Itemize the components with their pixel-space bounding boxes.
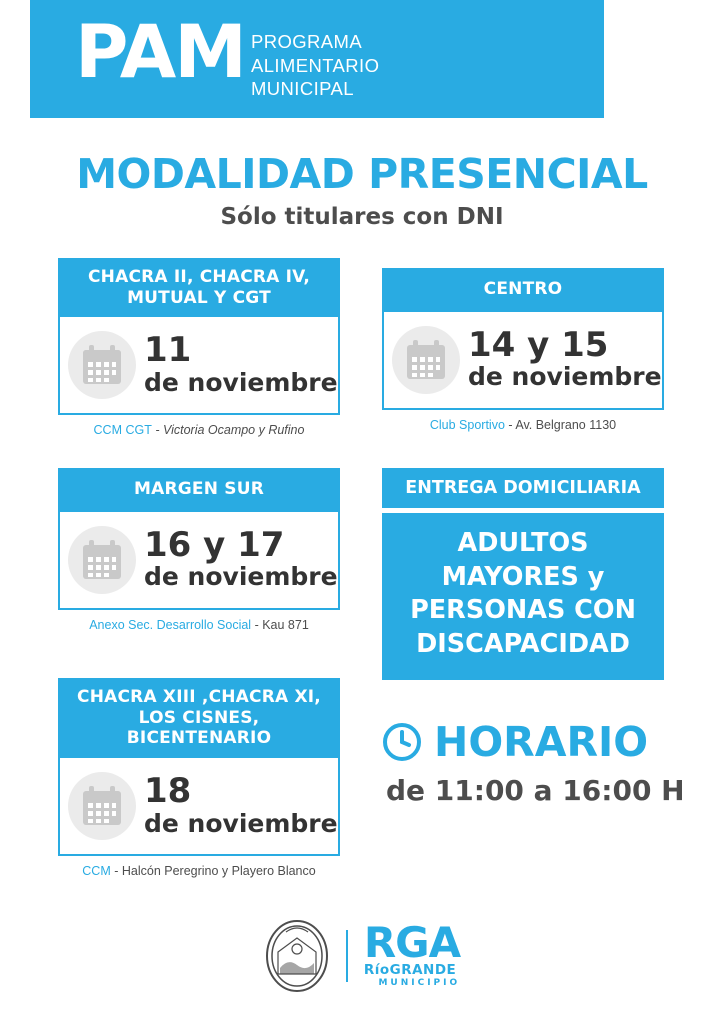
card-date: [144, 770, 338, 838]
card-note: [58, 864, 340, 878]
calendar-icon-wrap: [60, 772, 144, 840]
card-header: [58, 678, 340, 758]
program-name: [251, 30, 379, 101]
entrega-line-2: MAYORES y: [441, 561, 605, 592]
calendar-icon: [80, 538, 124, 582]
card-header: [382, 268, 664, 312]
entrega-line-1: ADULTOS: [457, 528, 589, 558]
rga-city: RíoGRANDE: [363, 962, 457, 979]
rga-municipio: MUNICIPIO: [378, 978, 461, 989]
entrega-domiciliaria-panel: [382, 468, 664, 680]
card-note-place: CCM CGT: [93, 423, 152, 438]
calendar-icon-wrap: [60, 526, 144, 594]
card-note-address: - Victoria Ocampo y Rufino: [151, 423, 305, 438]
horario-time: de 11:00 a 16:00 H: [386, 774, 685, 807]
card-note-address: - Kau 871: [251, 617, 309, 632]
card-note: [58, 618, 340, 632]
horario-title: HORARIO: [434, 718, 649, 766]
card-date-month: de noviembre: [468, 362, 662, 392]
card-note-address: - Av. Belgrano 1130: [504, 417, 617, 432]
calendar-circle: [68, 526, 136, 594]
calendar-icon: [80, 343, 124, 387]
program-line-3: MUNICIPAL: [250, 78, 354, 100]
card-date: [144, 330, 338, 397]
card-date-day: 18: [144, 770, 192, 811]
card-header-line-1: CENTRO: [483, 279, 563, 299]
card-centro: [382, 268, 664, 432]
calendar-circle: [68, 331, 136, 399]
entrega-line-3: PERSONAS CON: [410, 595, 636, 626]
calendar-icon-wrap: [384, 326, 468, 394]
pam-logo: PAM: [75, 10, 245, 95]
page-title: MODALIDAD PRESENCIAL: [76, 150, 648, 198]
card-body: [58, 758, 340, 856]
card-date: [468, 324, 662, 392]
card-body: [58, 317, 340, 415]
card-header-line-2: LOS CISNES, BICENTENARIO: [126, 707, 272, 749]
card-header-line-1: CHACRA XIII ,CHACRA XI,: [77, 687, 321, 707]
card-date: [144, 524, 338, 592]
title-block: [0, 150, 724, 230]
clock-icon: [382, 722, 422, 762]
poster-footer: [0, 918, 724, 994]
card-header: [58, 468, 340, 512]
program-line-2: ALIMENTARIO: [250, 54, 380, 76]
card-header-line-2: MUTUAL Y CGT: [127, 287, 271, 308]
card-date-month: de noviembre: [144, 808, 338, 838]
entrega-body: [382, 513, 664, 680]
card-chacra-13-11: [58, 678, 340, 878]
entrega-header: ENTREGA DOMICILIARIA: [382, 468, 664, 508]
card-body: [58, 512, 340, 610]
card-date-month: de noviembre: [144, 367, 338, 397]
card-date-month: de noviembre: [144, 562, 338, 592]
card-body: [382, 312, 664, 410]
program-line-1: PROGRAMA: [250, 31, 363, 52]
calendar-circle: [68, 772, 136, 840]
card-date-day: 16 y 17: [144, 524, 285, 565]
header-content: [75, 10, 380, 101]
poster-header: [0, 0, 724, 118]
header-right-margin: [604, 0, 724, 118]
municipal-crest-icon: [264, 918, 330, 994]
card-margen-sur: [58, 468, 340, 632]
header-left-margin: [0, 0, 30, 118]
card-header-line-1: CHACRA II, CHACRA IV,: [88, 267, 310, 287]
card-note-address: - Halcón Peregrino y Playero Blanco: [110, 864, 316, 879]
calendar-icon: [404, 338, 448, 382]
card-note-place: CCM: [82, 864, 111, 879]
horario-title-row: [382, 718, 685, 766]
card-note: [58, 423, 340, 437]
card-chacra-2-4: [58, 258, 340, 437]
rga-logo: [363, 917, 461, 989]
page-subtitle: Sólo titulares con DNI: [220, 204, 504, 230]
calendar-icon-wrap: [60, 331, 144, 399]
card-header-line-1: MARGEN SUR: [133, 479, 264, 499]
card-date-day: 11: [144, 330, 192, 371]
card-note-place: Anexo Sec. Desarrollo Social: [89, 617, 252, 632]
horario-block: [382, 718, 685, 807]
card-note: [382, 418, 664, 432]
entrega-line-4: DISCAPACIDAD: [416, 628, 630, 659]
footer-divider: [346, 930, 348, 982]
card-header: [58, 258, 340, 317]
card-note-place: Club Sportivo: [429, 417, 505, 432]
calendar-circle: [392, 326, 460, 394]
card-date-day: 14 y 15: [468, 324, 609, 365]
calendar-icon: [80, 784, 124, 828]
rga-initials: RGA: [363, 917, 461, 967]
